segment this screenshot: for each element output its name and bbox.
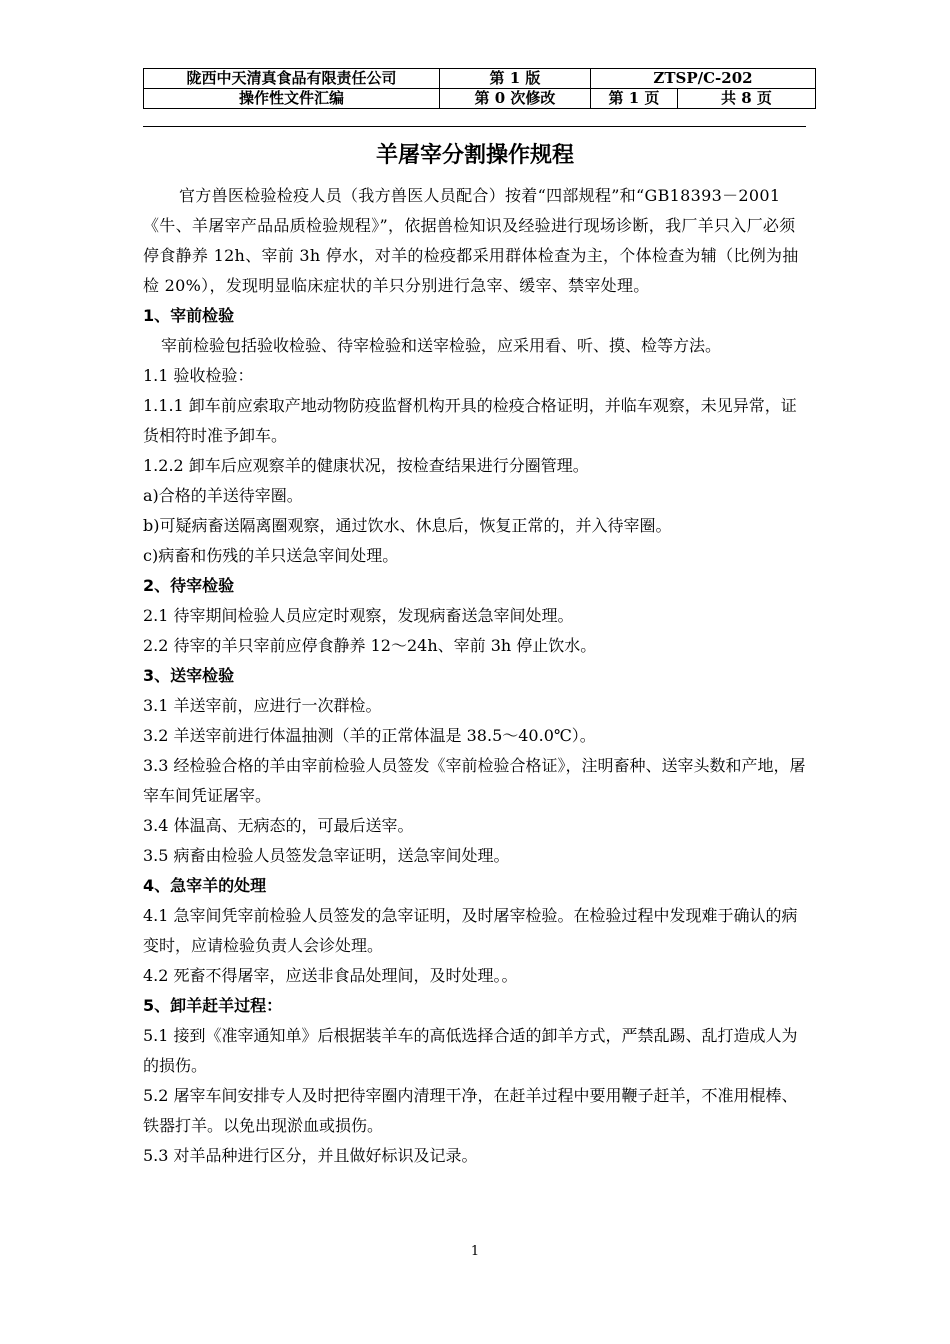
body-paragraph: 2.2 待宰的羊只宰前应停食静养 12～24h、宰前 3h 停止饮水。 — [143, 636, 597, 655]
header-edition: 第 1 版 — [440, 69, 591, 89]
body-paragraph: 1.1 验收检验： — [143, 366, 254, 385]
header-company: 陇西中天清真食品有限责任公司 — [144, 69, 440, 89]
body-paragraph: 宰前检验包括验收检验、待宰检验和送宰检验，应采用看、听、摸、检等方法。 — [161, 336, 722, 355]
body-paragraph: 3.4 体温高、无病态的，可最后送宰。 — [143, 816, 414, 835]
header-page: 第 1 页 — [591, 89, 678, 109]
body-paragraph: 2.1 待宰期间检验人员应定时观察，发现病畜送急宰间处理。 — [143, 606, 574, 625]
body-paragraph: 5.1 接到《准宰通知单》后根据装羊车的高低选择合适的卸羊方式，严禁乱踢、乱打造成人为的损伤。 — [143, 1026, 798, 1075]
header-row-1 — [144, 69, 816, 89]
body-paragraph: 3.3 经检验合格的羊由宰前检验人员签发《宰前检验合格证》，注明畜种、送宰头数和产地，屠宰车间凭证屠宰。 — [143, 756, 806, 805]
body-paragraph: 5.2 屠宰车间安排专人及时把待宰圈内清理干净，在赶羊过程中要用鞭子赶羊，不准用棍棒、铁器打羊。以免出现淤血或损伤。 — [143, 1086, 798, 1135]
header-total-pages: 共 8 页 — [678, 89, 816, 109]
header-doc-code: ZTSP/C-202 — [591, 69, 816, 89]
section-heading: 5、卸羊赶羊过程： — [143, 996, 283, 1015]
page-number: 1 — [470, 1244, 480, 1259]
body-paragraph: 4.1 急宰间凭宰前检验人员签发的急宰证明，及时屠宰检验。在检验过程中发现难于确认的病变时，应请检验负责人会诊处理。 — [143, 906, 798, 955]
header-doc-type: 操作性文件汇编 — [144, 89, 440, 109]
body-paragraph: 4.2 死畜不得屠宰，应送非食品处理间，及时处理。。 — [143, 966, 518, 985]
body-paragraph: 1.2.2 卸车后应观察羊的健康状况，按检查结果进行分圈管理。 — [143, 456, 589, 475]
list-item: a)合格的羊送待宰圈。 — [143, 486, 303, 505]
section-heading: 3、送宰检验 — [143, 666, 235, 685]
header-row-2 — [144, 89, 816, 109]
document-title: 羊屠宰分割操作规程 — [375, 143, 574, 168]
body-paragraph: 3.5 病畜由检验人员签发急宰证明，送急宰间处理。 — [143, 846, 510, 865]
section-heading: 1、宰前检验 — [143, 306, 235, 325]
header-revision: 第 0 次修改 — [440, 89, 591, 109]
body-paragraph: 3.2 羊送宰前进行体温抽测（羊的正常体温是 38.5～40.0℃）。 — [143, 726, 596, 745]
header-divider — [143, 126, 806, 127]
list-item: c)病畜和伤残的羊只送急宰间处理。 — [143, 546, 399, 565]
body-paragraph: 3.1 羊送宰前，应进行一次群检。 — [143, 696, 382, 715]
body-paragraph: 1.1.1 卸车前应索取产地动物防疫监督机构开具的检疫合格证明，并临车观察，未见异常，证货相符时准予卸车。 — [143, 396, 797, 445]
intro-paragraph: 官方兽医检验检疫人员（我方兽医人员配合）按着“四部规程”和“GB18393－2001《牛、羊屠宰产品品质检验规程》”，依据兽检知识及经验进行现场诊断，我厂羊只入厂必须停食静养 12h、宰前 3h 停水，对羊的检疫都采用群体检查为主，个体检查为辅（比例为抽检 20%），发现明显临床症状的羊只分别进行急宰、缓宰、禁宰处理。 — [143, 186, 799, 295]
body-paragraph: 5.3 对羊品种进行区分，并且做好标识及记录。 — [143, 1146, 478, 1165]
section-heading: 2、待宰检验 — [143, 576, 235, 595]
list-item: b)可疑病畜送隔离圈观察，通过饮水、休息后，恢复正常的，并入待宰圈。 — [143, 516, 672, 535]
document-header-table — [143, 68, 816, 109]
section-heading: 4、急宰羊的处理 — [143, 876, 267, 895]
document-body — [143, 181, 809, 1171]
